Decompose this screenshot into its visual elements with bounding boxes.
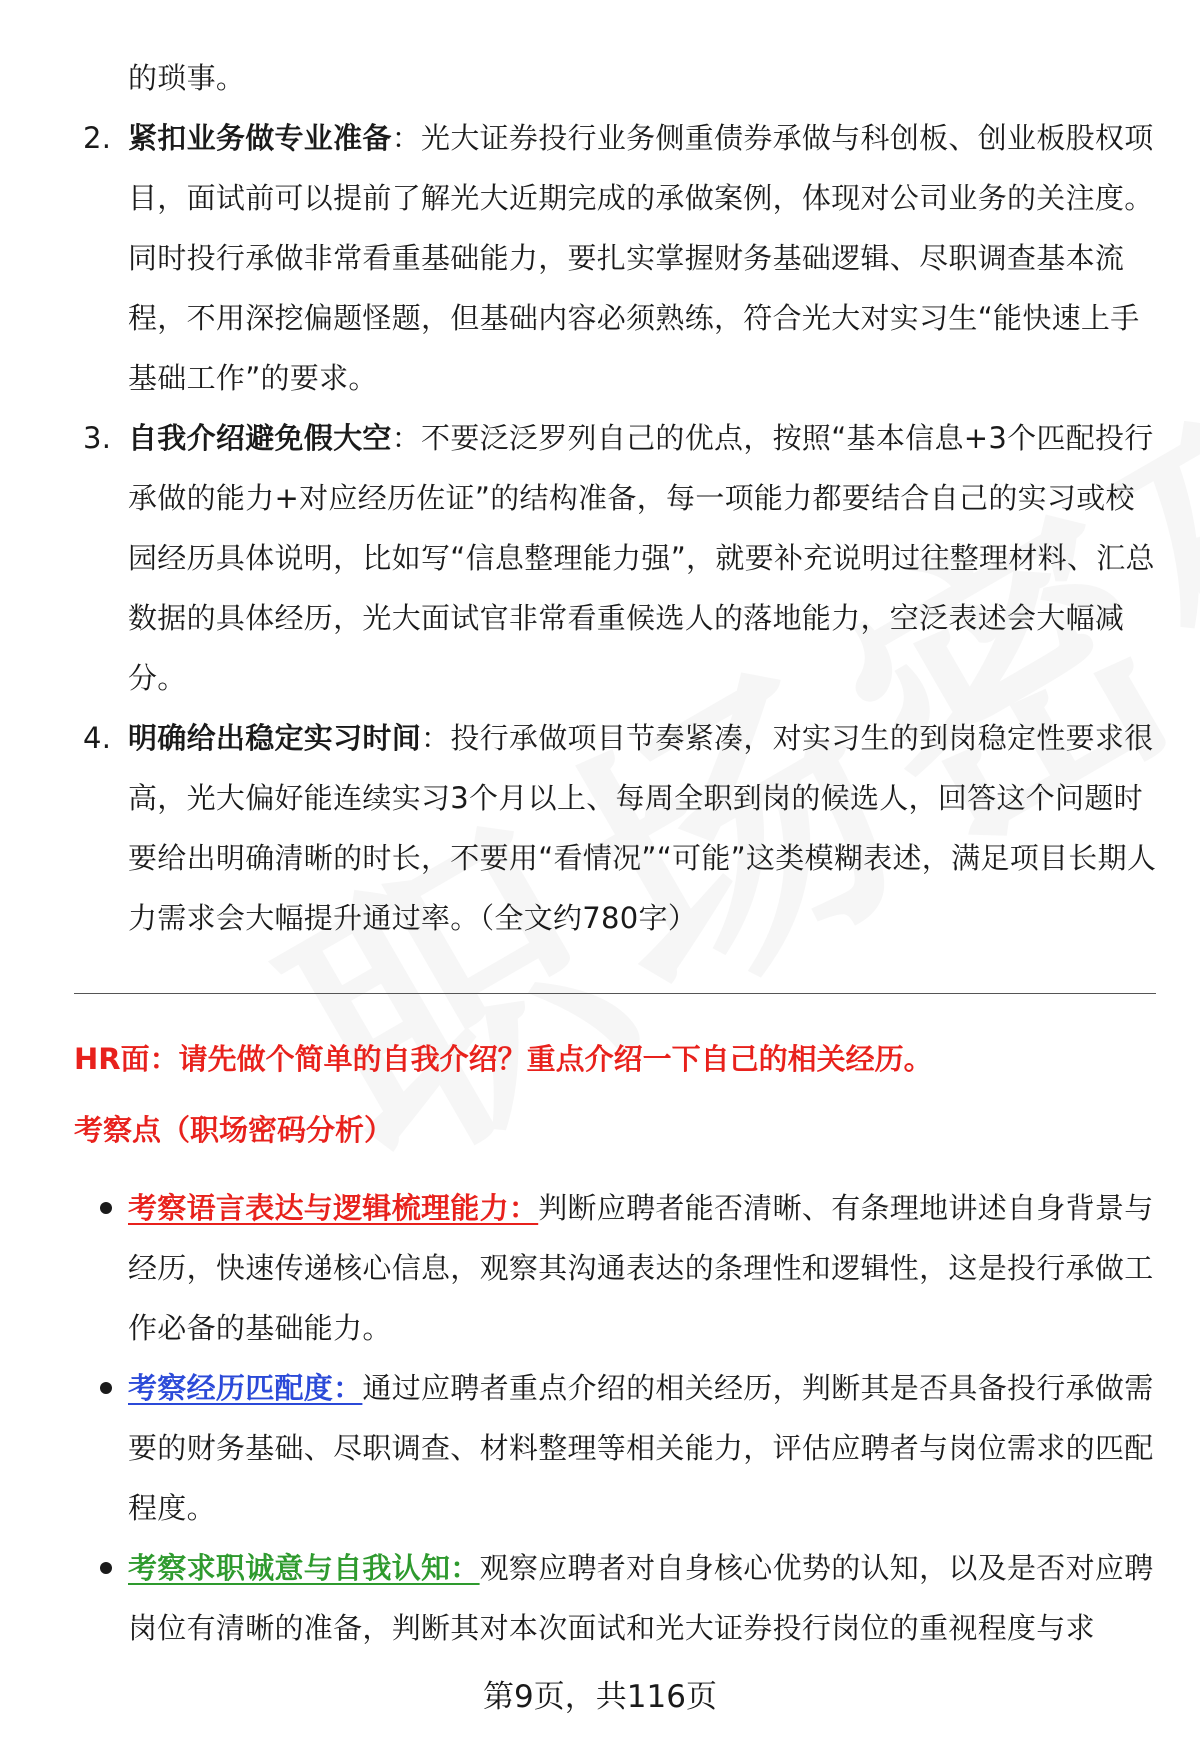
- bullet-dot: [100, 1202, 112, 1214]
- bullet-item-language: [128, 1178, 1158, 1358]
- item-separator: ：: [421, 721, 451, 755]
- item-body: 投行承做项目节奏紧凑，对实习生的到岗稳定性要求很高，光大偏好能连续实习3个月以上、每周全职到岗的候选人，回答这个问题时要给出明确清晰的时长，不要用“看情况”“可能”这类模糊表述，满足项目长期人力需求会大幅提升通过率。（全文约780字）: [128, 721, 1157, 935]
- item-separator: ：: [391, 421, 422, 455]
- bullet-item-sincerity: [128, 1538, 1158, 1658]
- numbered-item-4: [83, 708, 1158, 948]
- item-number: 3.: [83, 421, 112, 455]
- section-divider: [74, 993, 1156, 994]
- item-number: 2.: [83, 121, 112, 155]
- bullet-body: 观察应聘者对自身核心优势的认知，以及是否对应聘岗位有清晰的准备，判断其对本次面试和光大证券投行岗位的重视程度与求: [128, 1551, 1154, 1645]
- hr-question-heading: HR面：请先做个简单的自我介绍？重点介绍一下自己的相关经历。: [74, 1042, 933, 1076]
- numbered-item-3: [83, 408, 1158, 708]
- bullet-body: 通过应聘者重点介绍的相关经历，判断其是否具备投行承做需要的财务基础、尽职调查、材料整理等相关能力，评估应聘者与岗位需求的匹配程度。: [128, 1371, 1154, 1525]
- item-body: 光大证券投行业务侧重债券承做与科创板、创业板股权项目，面试前可以提前了解光大近期完成的承做案例，体现对公司业务的关注度。同时投行承做非常看重基础能力，要扎实掌握财务基础逻辑、尽职调查基本流程，不用深挖偏题怪题，但基础内容必须熟练，符合光大对实习生“能快速上手基础工作”的要求。: [128, 121, 1154, 395]
- continuation-text: 的琐事。: [128, 61, 246, 95]
- item-number: 4.: [83, 721, 112, 755]
- numbered-item-2: [83, 108, 1158, 408]
- bullet-lead: 考察求职诚意与自我认知：: [128, 1551, 480, 1585]
- bullet-lead: 考察语言表达与逻辑梳理能力：: [128, 1191, 539, 1225]
- bullet-item-experience: [128, 1358, 1158, 1538]
- item-title: 自我介绍避免假大空: [128, 421, 392, 455]
- bullet-lead: 考察经历匹配度：: [128, 1371, 363, 1405]
- bullet-body: 判断应聘者能否清晰、有条理地讲述自身背景与经历，快速传递核心信息，观察其沟通表达的条理性和逻辑性，这是投行承做工作必备的基础能力。: [128, 1191, 1154, 1345]
- bullet-dot: [100, 1382, 112, 1394]
- page-number-footer: 第9页，共116页: [483, 1679, 717, 1715]
- item-body: 不要泛泛罗列自己的优点，按照“基本信息+3个匹配投行承做的能力+对应经历佐证”的结构准备，每一项能力都要结合自己的实习或校园经历具体说明，比如写“信息整理能力强”，就要补充说明过往整理材料、汇总数据的具体经历，光大面试官非常看重候选人的落地能力，空泛表述会大幅减分。: [128, 421, 1155, 695]
- item-separator: ：: [391, 121, 422, 155]
- bullet-dot: [100, 1562, 112, 1574]
- item-title: 明确给出稳定实习时间: [128, 721, 422, 755]
- item-title: 紧扣业务做专业准备: [128, 121, 392, 155]
- exam-points-heading: 考察点（职场密码分析）: [74, 1113, 394, 1147]
